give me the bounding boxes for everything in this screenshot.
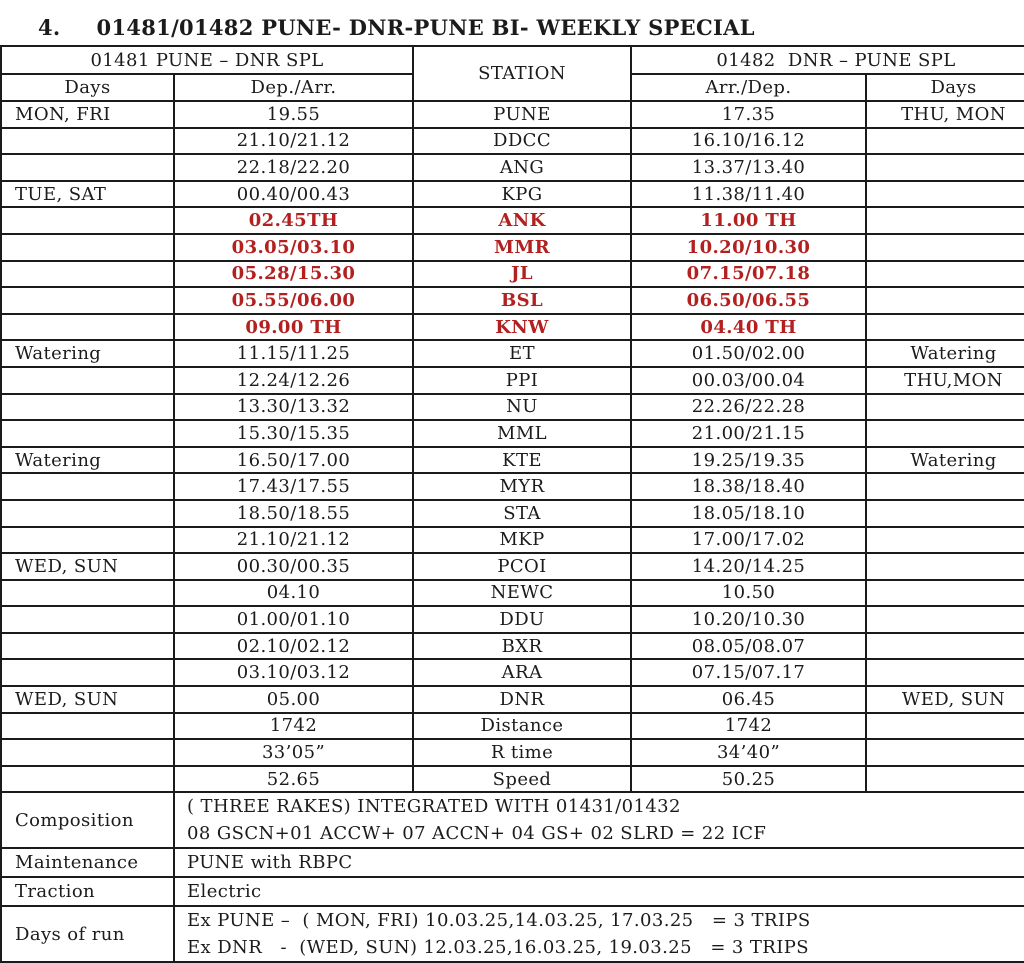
days-right-cell — [866, 394, 1024, 421]
arr-dep-cell: 07.15/07.18 — [631, 261, 866, 288]
arr-dep-cell: 06.45 — [631, 686, 866, 713]
days-right-cell — [866, 420, 1024, 447]
footer-content-line: Electric — [187, 881, 262, 903]
footer-label: Composition — [1, 792, 174, 848]
arr-dep-cell: 14.20/14.25 — [631, 553, 866, 580]
arr-dep-cell: 18.05/18.10 — [631, 500, 866, 527]
station-cell: ANG — [413, 154, 631, 181]
days-right-cell — [866, 207, 1024, 234]
train-timetable — [0, 45, 1024, 963]
dep-arr-cell: 52.65 — [174, 766, 413, 793]
section-number: 4. — [38, 14, 61, 40]
days-right-cell — [866, 473, 1024, 500]
days-left-cell — [1, 128, 174, 155]
station-cell: DDCC — [413, 128, 631, 155]
table-row — [1, 367, 1024, 394]
days-right-cell — [866, 606, 1024, 633]
station-cell: KPG — [413, 181, 631, 208]
station-cell: R time — [413, 739, 631, 766]
days-left-cell — [1, 234, 174, 261]
days-left-cell: MON, FRI — [1, 101, 174, 128]
footer-row — [1, 877, 1024, 906]
table-row — [1, 154, 1024, 181]
days-left-cell — [1, 500, 174, 527]
days-right-cell — [866, 766, 1024, 793]
days-left-cell: Watering — [1, 447, 174, 474]
dep-arr-cell: 00.40/00.43 — [174, 181, 413, 208]
days-left-cell: WED, SUN — [1, 553, 174, 580]
dep-arr-cell: 19.55 — [174, 101, 413, 128]
arr-dep-cell: 00.03/00.04 — [631, 367, 866, 394]
days-right-header: Days — [866, 74, 1024, 101]
station-cell: JL — [413, 261, 631, 288]
dep-arr-cell: 21.10/21.12 — [174, 128, 413, 155]
table-row — [1, 739, 1024, 766]
days-right-cell: THU,MON — [866, 367, 1024, 394]
footer-content — [174, 792, 1024, 848]
days-right-cell — [866, 154, 1024, 181]
dep-arr-cell: 05.28/15.30 — [174, 261, 413, 288]
arr-dep-cell: 06.50/06.55 — [631, 287, 866, 314]
table-row — [1, 314, 1024, 341]
days-left-cell — [1, 154, 174, 181]
footer-label: Maintenance — [1, 848, 174, 877]
days-right-cell: THU, MON — [866, 101, 1024, 128]
dep-arr-cell: 03.05/03.10 — [174, 234, 413, 261]
days-right-cell — [866, 713, 1024, 740]
arr-dep-cell: 50.25 — [631, 766, 866, 793]
days-right-cell: Watering — [866, 340, 1024, 367]
title-row — [0, 9, 1024, 45]
arr-dep-cell: 10.50 — [631, 580, 866, 607]
table-row — [1, 686, 1024, 713]
footer-row — [1, 906, 1024, 962]
arr-dep-cell: 10.20/10.30 — [631, 234, 866, 261]
days-left-cell — [1, 713, 174, 740]
arr-dep-cell: 22.26/22.28 — [631, 394, 866, 421]
days-left-cell — [1, 207, 174, 234]
dep-arr-cell: 18.50/18.55 — [174, 500, 413, 527]
footer-content — [174, 877, 1024, 906]
dep-arr-cell: 15.30/15.35 — [174, 420, 413, 447]
dep-arr-cell: 17.43/17.55 — [174, 473, 413, 500]
station-cell: DNR — [413, 686, 631, 713]
days-right-cell — [866, 261, 1024, 288]
station-cell: MYR — [413, 473, 631, 500]
station-cell: STA — [413, 500, 631, 527]
table-row — [1, 500, 1024, 527]
days-left-cell — [1, 420, 174, 447]
table-row — [1, 659, 1024, 686]
table-row — [1, 713, 1024, 740]
footer-row — [1, 848, 1024, 877]
dep-arr-cell: 12.24/12.26 — [174, 367, 413, 394]
table-row — [1, 420, 1024, 447]
station-cell: KTE — [413, 447, 631, 474]
station-cell: NEWC — [413, 580, 631, 607]
arr-dep-cell: 11.00 TH — [631, 207, 866, 234]
arr-dep-cell: 10.20/10.30 — [631, 606, 866, 633]
arr-dep-cell: 01.50/02.00 — [631, 340, 866, 367]
arr-dep-cell: 07.15/07.17 — [631, 659, 866, 686]
table-row — [1, 606, 1024, 633]
station-column-header: STATION — [413, 46, 631, 101]
arr-dep-cell: 18.38/18.40 — [631, 473, 866, 500]
table-row — [1, 287, 1024, 314]
dep-arr-cell: 13.30/13.32 — [174, 394, 413, 421]
station-cell: BSL — [413, 287, 631, 314]
days-left-cell — [1, 261, 174, 288]
dep-arr-cell: 09.00 TH — [174, 314, 413, 341]
table-row — [1, 553, 1024, 580]
days-left-cell — [1, 633, 174, 660]
days-left-cell — [1, 766, 174, 793]
arr-dep-cell: 08.05/08.07 — [631, 633, 866, 660]
table-row — [1, 527, 1024, 554]
dep-arr-cell: 04.10 — [174, 580, 413, 607]
left-train-header: 01481 PUNE – DNR SPL — [1, 46, 413, 74]
days-right-cell — [866, 287, 1024, 314]
table-row — [1, 128, 1024, 155]
station-cell: KNW — [413, 314, 631, 341]
footer-content-line: Ex PUNE – ( MON, FRI) 10.03.25,14.03.25, 17.03.25 = 3 TRIPS — [187, 910, 811, 932]
footer-content-line: ( THREE RAKES) INTEGRATED WITH 01431/01432 — [187, 796, 681, 818]
arr-dep-header: Arr./Dep. — [631, 74, 866, 101]
dep-arr-cell: 1742 — [174, 713, 413, 740]
dep-arr-cell: 33’05” — [174, 739, 413, 766]
footer-label: Days of run — [1, 906, 174, 962]
station-cell: ANK — [413, 207, 631, 234]
station-cell: DDU — [413, 606, 631, 633]
table-row — [1, 580, 1024, 607]
station-cell: PUNE — [413, 101, 631, 128]
days-left-cell: TUE, SAT — [1, 181, 174, 208]
table-row — [1, 340, 1024, 367]
arr-dep-cell: 04.40 TH — [631, 314, 866, 341]
days-right-cell — [866, 633, 1024, 660]
dep-arr-cell: 11.15/11.25 — [174, 340, 413, 367]
station-cell: MKP — [413, 527, 631, 554]
days-left-cell — [1, 314, 174, 341]
table-row — [1, 473, 1024, 500]
table-row — [1, 447, 1024, 474]
dep-arr-cell: 22.18/22.20 — [174, 154, 413, 181]
arr-dep-cell: 34’40” — [631, 739, 866, 766]
arr-dep-cell: 16.10/16.12 — [631, 128, 866, 155]
days-right-cell — [866, 527, 1024, 554]
arr-dep-cell: 17.35 — [631, 101, 866, 128]
station-cell: Distance — [413, 713, 631, 740]
footer-content-line: PUNE with RBPC — [187, 852, 353, 874]
table-row — [1, 181, 1024, 208]
days-right-cell — [866, 500, 1024, 527]
dep-arr-header: Dep./Arr. — [174, 74, 413, 101]
page-title: 01481/01482 PUNE- DNR-PUNE BI- WEEKLY SPECIAL — [96, 14, 755, 40]
arr-dep-cell: 1742 — [631, 713, 866, 740]
station-cell: BXR — [413, 633, 631, 660]
dep-arr-cell: 00.30/00.35 — [174, 553, 413, 580]
days-left-cell — [1, 473, 174, 500]
days-right-cell — [866, 234, 1024, 261]
dep-arr-cell: 05.55/06.00 — [174, 287, 413, 314]
footer-content — [174, 906, 1024, 962]
days-left-cell: WED, SUN — [1, 686, 174, 713]
days-right-cell — [866, 128, 1024, 155]
days-right-cell — [866, 739, 1024, 766]
days-right-cell — [866, 659, 1024, 686]
days-left-cell — [1, 527, 174, 554]
days-left-cell — [1, 287, 174, 314]
days-left-cell — [1, 606, 174, 633]
days-left-cell — [1, 367, 174, 394]
arr-dep-cell: 13.37/13.40 — [631, 154, 866, 181]
footer-content-line: 08 GSCN+01 ACCW+ 07 ACCN+ 04 GS+ 02 SLRD = 22 ICF — [187, 823, 767, 845]
arr-dep-cell: 21.00/21.15 — [631, 420, 866, 447]
arr-dep-cell: 11.38/11.40 — [631, 181, 866, 208]
arr-dep-cell: 17.00/17.02 — [631, 527, 866, 554]
right-train-header: 01482 DNR – PUNE SPL — [631, 46, 1024, 74]
station-cell: Speed — [413, 766, 631, 793]
days-right-cell: Watering — [866, 447, 1024, 474]
days-right-cell — [866, 181, 1024, 208]
days-left-cell — [1, 394, 174, 421]
days-right-cell: WED, SUN — [866, 686, 1024, 713]
days-left-cell: Watering — [1, 340, 174, 367]
days-left-cell — [1, 659, 174, 686]
dep-arr-cell: 02.45TH — [174, 207, 413, 234]
station-cell: ET — [413, 340, 631, 367]
timetable-body — [1, 101, 1024, 962]
table-row — [1, 766, 1024, 793]
dep-arr-cell: 05.00 — [174, 686, 413, 713]
days-right-cell — [866, 553, 1024, 580]
table-row — [1, 633, 1024, 660]
table-row — [1, 261, 1024, 288]
dep-arr-cell: 03.10/03.12 — [174, 659, 413, 686]
dep-arr-cell: 02.10/02.12 — [174, 633, 413, 660]
station-cell: PPI — [413, 367, 631, 394]
dep-arr-cell: 16.50/17.00 — [174, 447, 413, 474]
station-cell: ARA — [413, 659, 631, 686]
footer-label: Traction — [1, 877, 174, 906]
dep-arr-cell: 21.10/21.12 — [174, 527, 413, 554]
arr-dep-cell: 19.25/19.35 — [631, 447, 866, 474]
days-left-cell — [1, 580, 174, 607]
header-row-trains — [1, 46, 1024, 74]
table-row — [1, 394, 1024, 421]
footer-content-line: Ex DNR - (WED, SUN) 12.03.25,16.03.25, 19.03.25 = 3 TRIPS — [187, 937, 810, 959]
footer-row — [1, 792, 1024, 848]
days-right-cell — [866, 580, 1024, 607]
station-cell: MML — [413, 420, 631, 447]
table-row — [1, 207, 1024, 234]
days-left-cell — [1, 739, 174, 766]
footer-content — [174, 848, 1024, 877]
table-row — [1, 101, 1024, 128]
station-cell: MMR — [413, 234, 631, 261]
dep-arr-cell: 01.00/01.10 — [174, 606, 413, 633]
days-left-header: Days — [1, 74, 174, 101]
station-cell: PCOI — [413, 553, 631, 580]
table-row — [1, 234, 1024, 261]
station-cell: NU — [413, 394, 631, 421]
days-right-cell — [866, 314, 1024, 341]
